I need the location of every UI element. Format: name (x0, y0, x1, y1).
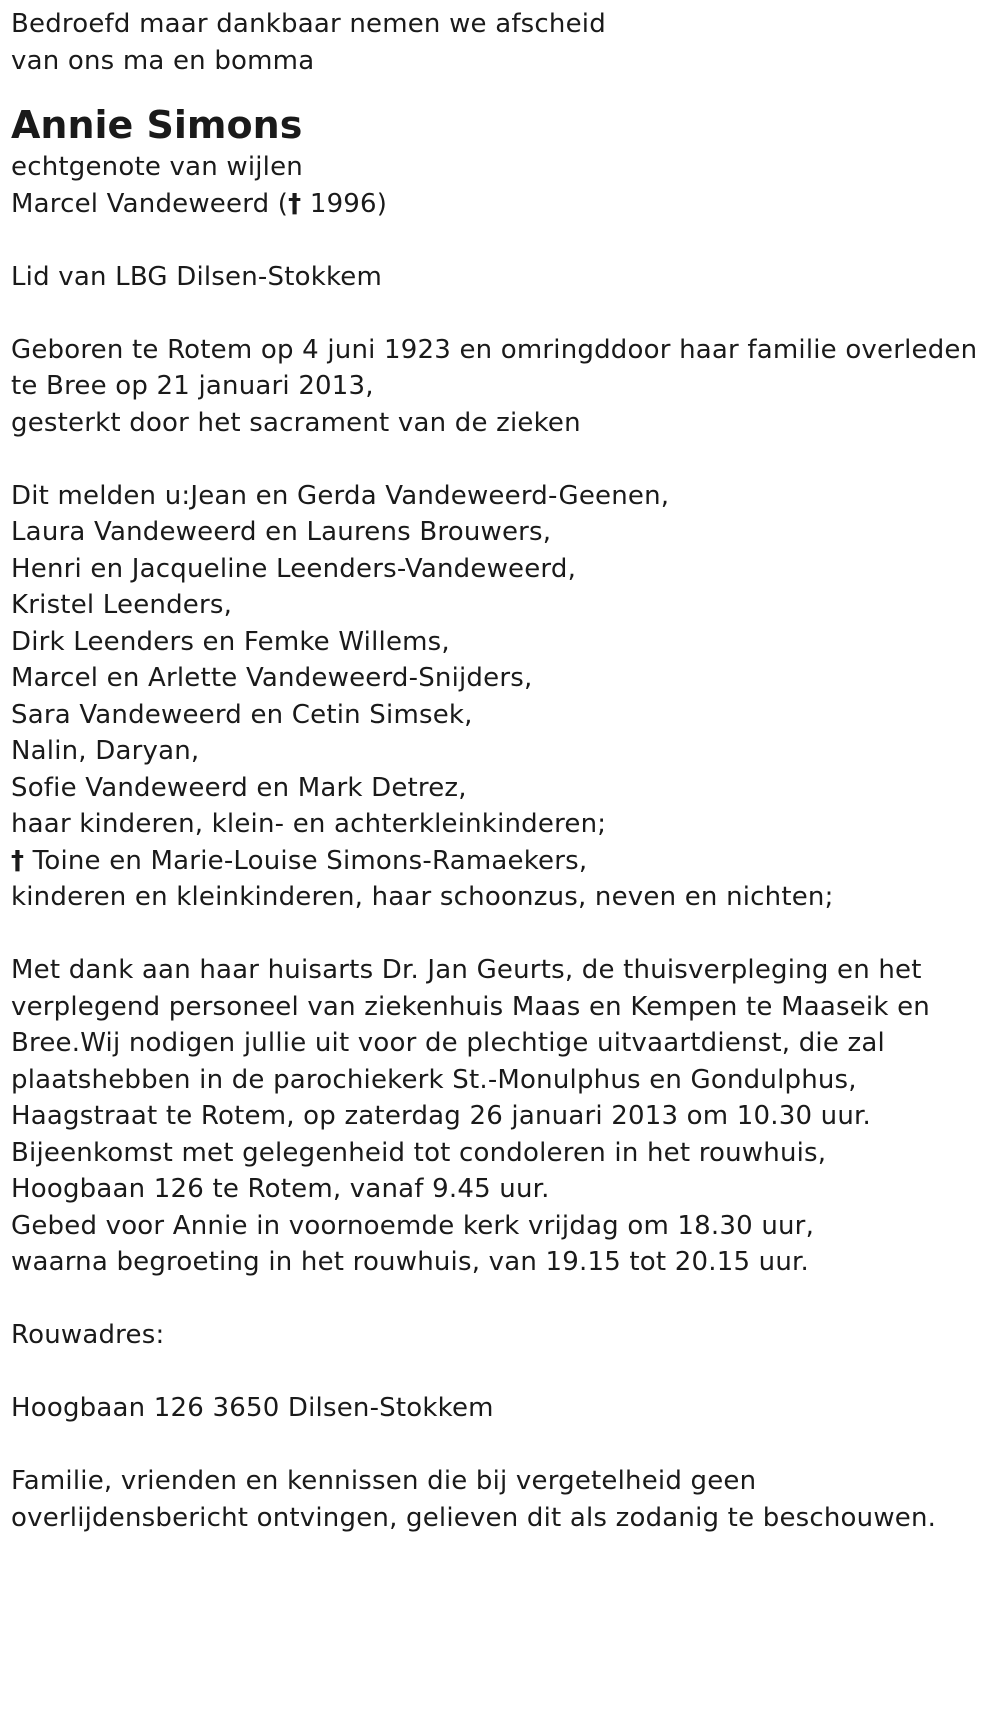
ceremony-line: waarna begroeting in het rouwhuis, van 19.15 tot 20.15 uur. (11, 1247, 809, 1277)
closing-line: Familie, vrienden en kennissen die bij vergetelheid geen (11, 1466, 757, 1496)
birth-death-line: Geboren te Rotem op 4 juni 1923 en omringddoor haar familie overleden (11, 334, 978, 365)
announcer-line: kinderen en kleinkinderen, haar schoonzus, neven en nichten; (11, 882, 834, 912)
ceremony-line: verplegend personeel van ziekenhuis Maas en Kempen te Maaseik en (11, 991, 930, 1022)
ceremony-line: Hoogbaan 126 te Rotem, vanaf 9.45 uur. (11, 1174, 550, 1204)
closing-line: overlijdensbericht ontvingen, gelieven dit als zodanig te beschouwen. (11, 1502, 937, 1533)
spacer (11, 916, 996, 953)
deceased-sibling-line (11, 843, 996, 880)
spacer (11, 441, 996, 478)
announcer-line: Nalin, Daryan, (11, 736, 200, 766)
ceremony-line: Met dank aan haar huisarts Dr. Jan Geurts, de thuisverpleging en het (11, 955, 922, 985)
ceremony-line: Gebed voor Annie in voornoemde kerk vrijdag om 18.30 uur, (11, 1210, 815, 1241)
relation-line: echtgenote van wijlen (11, 152, 303, 182)
spouse-death-year: 1996) (301, 188, 388, 219)
announcer-line: Henri en Jacqueline Leenders-Vandeweerd, (11, 553, 577, 584)
intro-line: van ons ma en bomma (11, 45, 315, 76)
ceremony-line: plaatshebben in de parochiekerk St.-Monulphus en Gondulphus, (11, 1064, 857, 1095)
deceased-name: Annie Simons (11, 103, 303, 147)
ceremony-line: Bree.Wij nodigen jullie uit voor de plechtige uitvaartdienst, die zal (11, 1028, 885, 1058)
deceased-sibling-names: Toine en Marie-Louise Simons-Ramaekers, (24, 845, 588, 876)
spacer (11, 1427, 996, 1464)
address-value: Hoogbaan 126 3650 Dilsen-Stokkem (11, 1393, 494, 1423)
spouse-line (11, 186, 996, 223)
spacer (11, 295, 996, 332)
spacer (11, 222, 996, 259)
announcer-line: Laura Vandeweerd en Laurens Brouwers, (11, 517, 552, 547)
address-label: Rouwadres: (11, 1320, 165, 1350)
membership-line: Lid van LBG Dilsen-Stokkem (11, 261, 383, 292)
announcer-line: Dirk Leenders en Femke Willems, (11, 626, 450, 657)
announcer-line: Kristel Leenders, (11, 590, 233, 620)
announcer-line: Marcel en Arlette Vandeweerd-Snijders, (11, 663, 533, 693)
announcer-line: haar kinderen, klein- en achterkleinkinderen; (11, 809, 607, 839)
intro-line: Bedroefd maar dankbaar nemen we afscheid (11, 9, 606, 39)
spacer (11, 1281, 996, 1318)
ceremony-line: Bijeenkomst met gelegenheid tot condoleren in het rouwhuis, (11, 1137, 827, 1168)
announcer-line: Dit melden u:Jean en Gerda Vandeweerd-Geenen, (11, 480, 670, 511)
cross-icon: † (11, 845, 25, 876)
birth-death-line: te Bree op 21 januari 2013, (11, 371, 374, 401)
obituary-text (11, 6, 996, 1536)
ceremony-line: Haagstraat te Rotem, op zaterdag 26 januari 2013 om 10.30 uur. (11, 1101, 871, 1131)
spacer (11, 79, 996, 99)
cross-icon: † (288, 188, 302, 219)
announcer-line: Sara Vandeweerd en Cetin Simsek, (11, 699, 473, 730)
announcer-line: Sofie Vandeweerd en Mark Detrez, (11, 772, 467, 803)
spouse-name: Marcel Vandeweerd ( (11, 188, 289, 219)
birth-death-line: gesterkt door het sacrament van de zieken (11, 407, 581, 438)
spacer (11, 1354, 996, 1391)
